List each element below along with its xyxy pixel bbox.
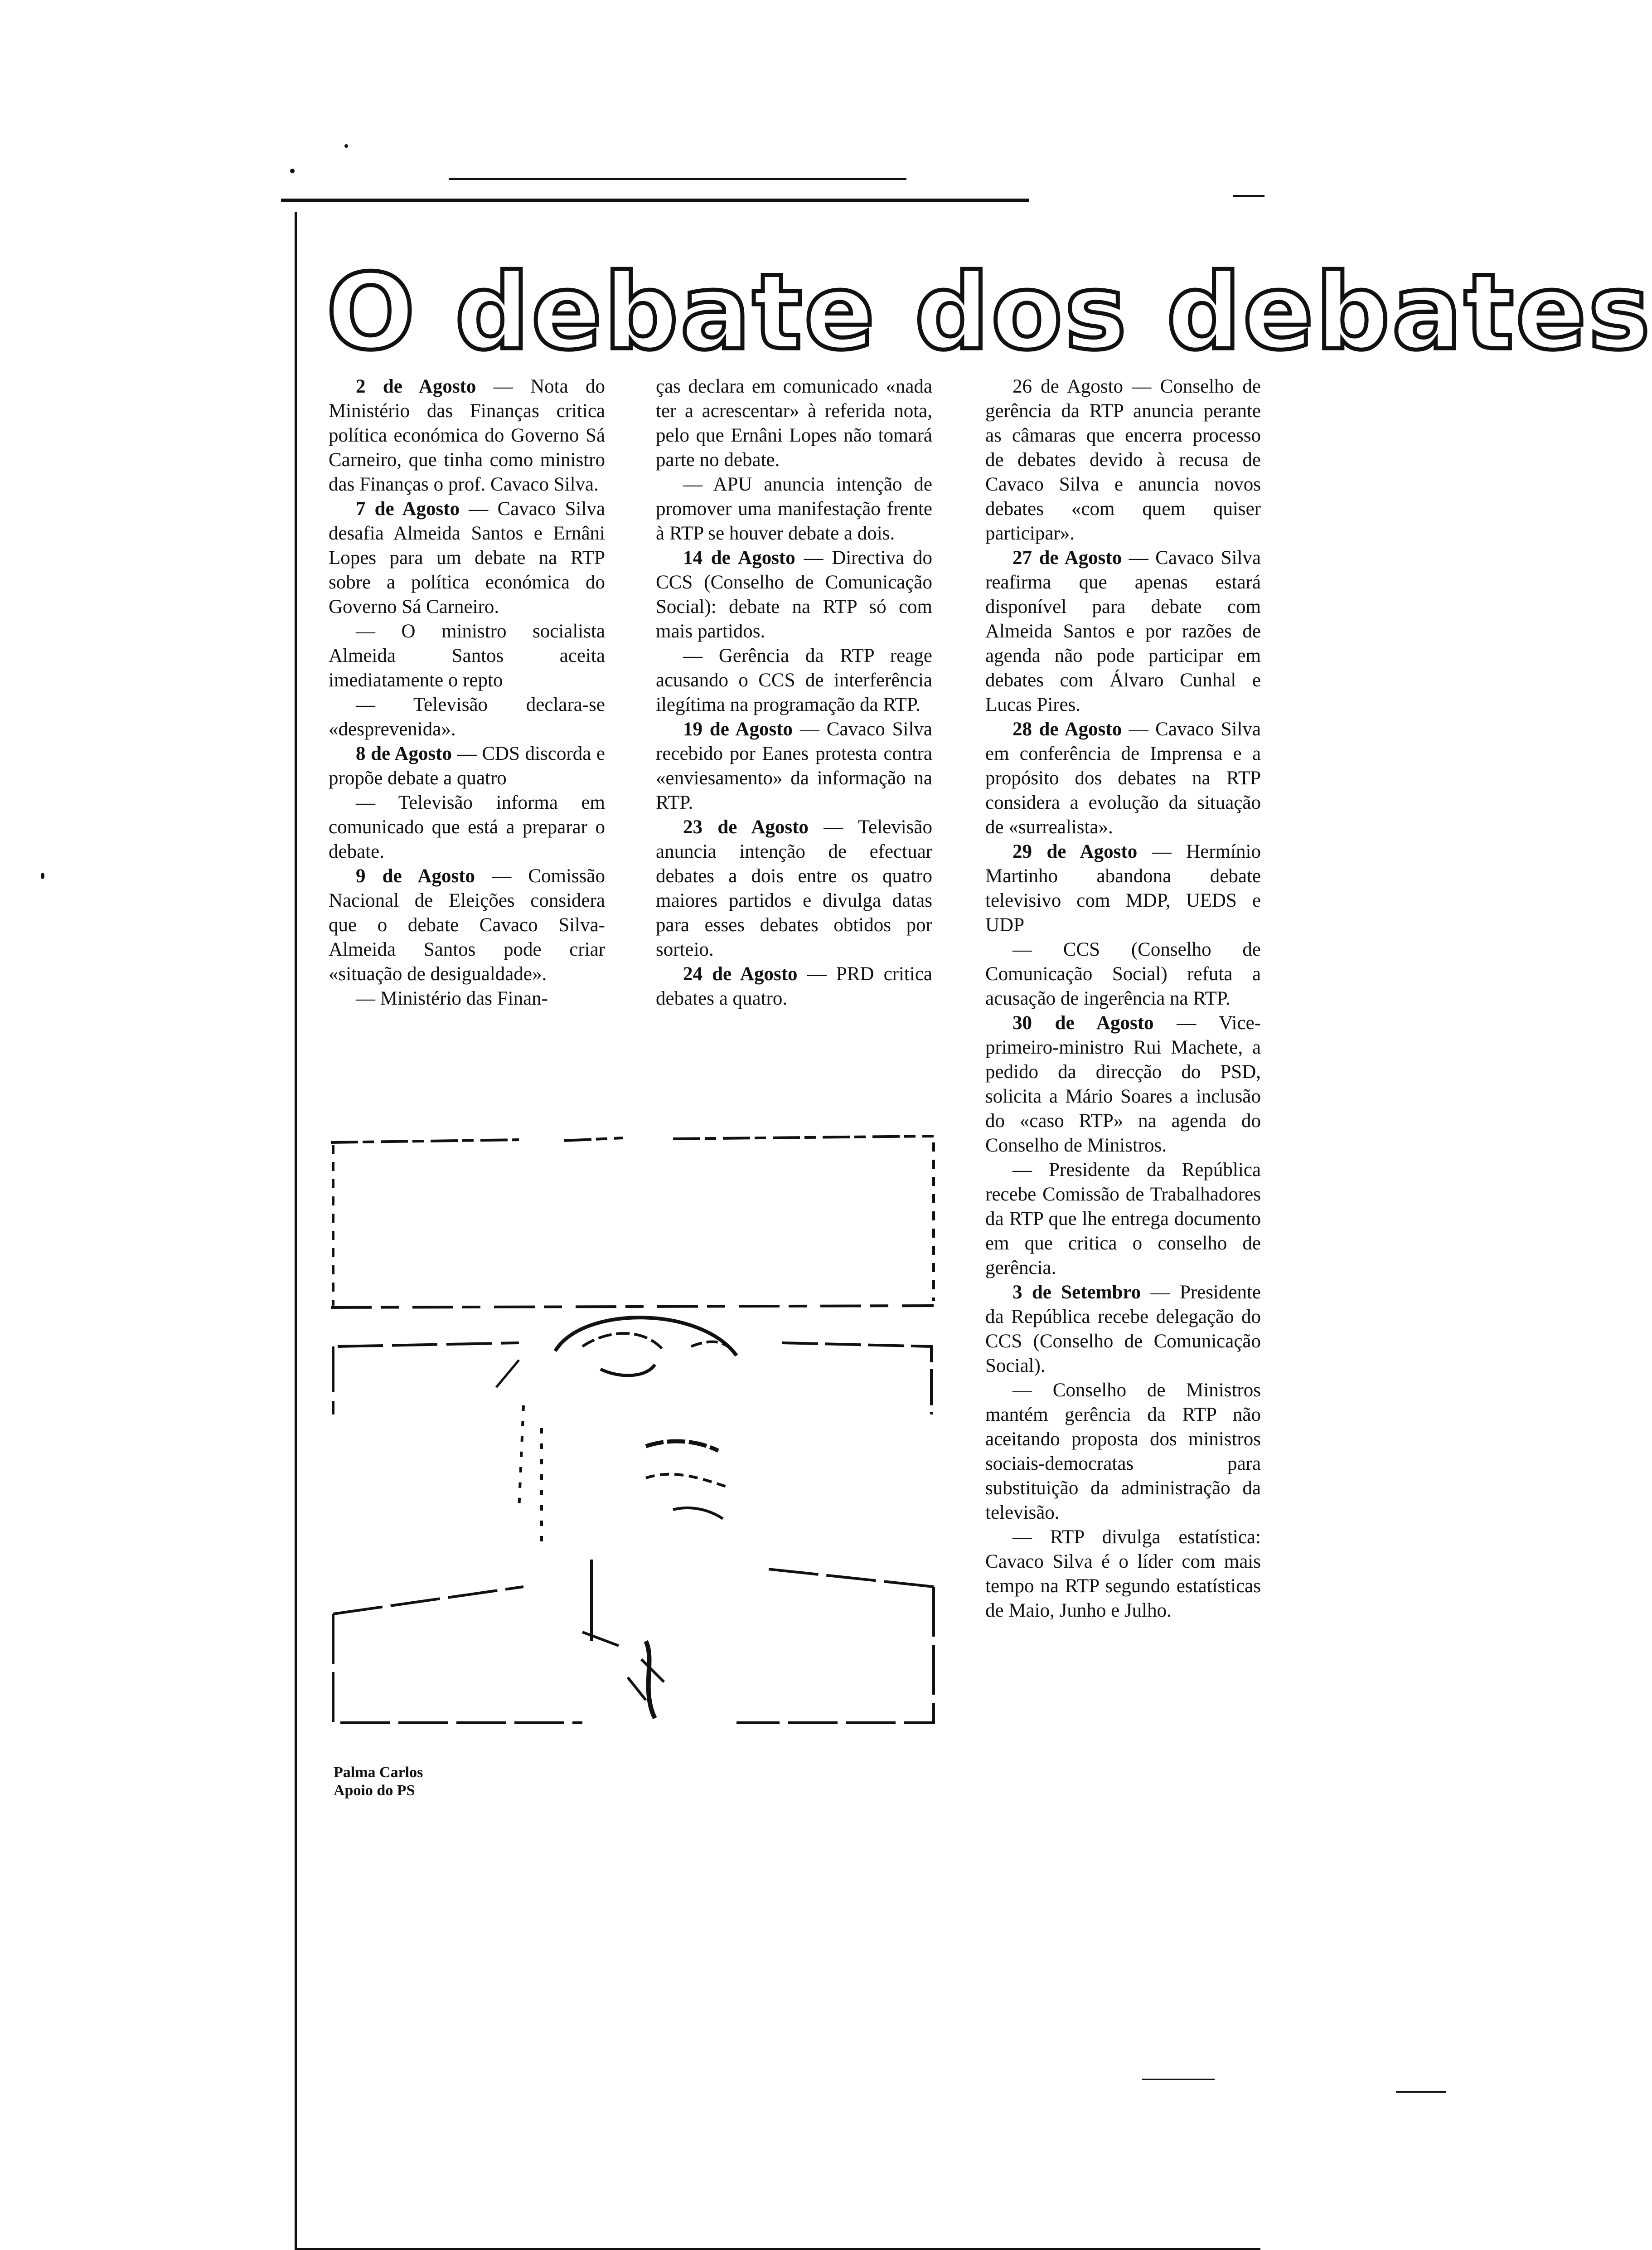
entry-text: — Televisão anuncia intenção de efectuar debates a dois entre os quatro maiores partidos e divulga datas para esses debates obtidos por sorteio.: [656, 816, 933, 960]
top-right-dash: [1233, 195, 1264, 197]
top-thin-rule: [449, 178, 906, 180]
entry-paragraph: [985, 840, 1261, 938]
entry-text: — RTP divulga estatística: Cavaco Silva é o líder com mais tempo na RTP segundo estatísticas de Maio, Junho e Julho.: [985, 1526, 1261, 1621]
article-column-1: [329, 374, 605, 1011]
entry-text: — Gerência da RTP reage acusando o CCS de interferência ilegítima na programação da RTP.: [656, 645, 932, 715]
entry-text: — Hermínio Martinho abandona debate televisivo com MDP, UEDS e UDP: [985, 841, 1261, 936]
entry-text: — Directiva do CCS (Conselho de Comunicação Social): debate na RTP só com mais partidos.: [656, 547, 932, 642]
entry-paragraph: [329, 693, 605, 742]
entry-text: — Cavaco Silva reafirma que apenas estará disponível para debate com Almeida Santos e por razões de agenda não pode participar em debates com Álvaro Cunhal e Lucas Pires.: [985, 547, 1261, 715]
article-column-3: [985, 374, 1261, 1623]
entry-paragraph: [656, 374, 932, 472]
entry-paragraph: [985, 374, 1261, 546]
entry-paragraph: [985, 546, 1261, 717]
entry-paragraph: [656, 472, 932, 546]
entry-text: — Vice-primeiro-ministro Rui Machete, a pedido da direcção do PSD, solicita a Mário Soares a inclusão do «caso RTP» na agenda do Conselho de Ministros.: [985, 1012, 1261, 1156]
entry-text: — Televisão informa em comunicado que está a preparar o debate.: [329, 792, 605, 862]
entry-paragraph: [329, 374, 605, 497]
entry-text: — Cavaco Silva em conferência de Imprensa e a propósito dos debates na RTP considera a evolução da situação de «surrealista».: [985, 719, 1261, 838]
entry-date: 8 de Agosto: [356, 743, 452, 764]
entry-text: — Presidente da República recebe delegação do CCS (Conselho de Comunicação Social).: [985, 1282, 1261, 1376]
entry-paragraph: [985, 1525, 1261, 1623]
margin-speck: [344, 144, 348, 148]
entry-date: 14 de Agosto: [683, 547, 795, 569]
bottom-dash-far: [1396, 2091, 1446, 2093]
entry-text: — Nota do Ministério das Finanças critica política económica do Governo Sá Carneiro, que tinha como ministro das Finanças o prof. Cavaco Silva.: [329, 376, 605, 495]
entry-paragraph: [985, 938, 1261, 1011]
caption-role: Apoio do PS: [334, 1782, 415, 1799]
portrait-photo: [329, 1133, 945, 1750]
top-thick-rule: [281, 199, 1029, 202]
entry-paragraph: [329, 864, 605, 987]
caption-name: Palma Carlos: [334, 1764, 423, 1781]
entry-paragraph: [329, 987, 605, 1011]
entry-paragraph: [985, 1280, 1261, 1378]
entry-text: — PRD critica debates a quatro.: [656, 963, 932, 1009]
margin-speck: [290, 169, 295, 173]
entry-text: ças declara em comunicado «nada ter a acrescentar» à referida nota, pelo que Ernâni Lopes não tomará parte no debate.: [656, 376, 932, 471]
entry-text: — Ministério das Finan-: [356, 988, 548, 1009]
entry-date: 9 de Agosto: [356, 865, 475, 887]
entry-date: 28 de Agosto: [1013, 719, 1122, 740]
entry-date: 7 de Agosto: [356, 498, 460, 520]
entry-text: 26 de Agosto — Conselho de gerência da RTP anuncia perante as câmaras que encerra processo de debates devido à recusa de Cavaco Silva e anuncia novos debates «com quem quiser participar».: [985, 376, 1261, 544]
entry-text: — APU anuncia intenção de promover uma manifestação frente à RTP se houver debate a dois.: [656, 474, 932, 544]
entry-paragraph: [656, 546, 932, 644]
entry-paragraph: [329, 742, 605, 791]
entry-paragraph: [329, 619, 605, 693]
entry-date: 24 de Agosto: [683, 963, 798, 985]
photo-caption: [334, 1764, 423, 1800]
article-title: O debate dos debates: [326, 252, 1652, 373]
entry-text: — Televisão declara-se «desprevenida».: [329, 694, 605, 740]
entry-paragraph: [656, 644, 932, 717]
entry-date: 2 de Agosto: [356, 376, 476, 397]
entry-text: — Conselho de Ministros mantém gerência da RTP não aceitando proposta dos ministros sociais-democratas para substituição da administração da televisão.: [985, 1380, 1261, 1523]
entry-text: — Cavaco Silva recebido por Eanes protesta contra «enviesamento» da informação na RTP.: [656, 719, 932, 813]
margin-speck: [41, 873, 44, 879]
entry-date: 29 de Agosto: [1013, 841, 1138, 862]
entry-date: 30 de Agosto: [1013, 1012, 1154, 1034]
entry-paragraph: [985, 1378, 1261, 1525]
entry-paragraph: [656, 815, 932, 962]
entry-paragraph: [656, 962, 932, 1011]
entry-paragraph: [985, 1158, 1261, 1280]
entry-paragraph: [329, 497, 605, 619]
entry-paragraph: [985, 1011, 1261, 1158]
entry-paragraph: [329, 791, 605, 864]
entry-paragraph: [985, 717, 1261, 840]
article-column-2: [656, 374, 932, 1011]
entry-date: 27 de Agosto: [1013, 547, 1122, 569]
entry-text: — O ministro socialista Almeida Santos aceita imediatamente o repto: [329, 621, 605, 691]
entry-paragraph: [656, 717, 932, 815]
entry-text: — CCS (Conselho de Comunicação Social) refuta a acusação de ingerência na RTP.: [985, 939, 1261, 1009]
entry-text: — Comissão Nacional de Eleições considera que o debate Cavaco Silva-Almeida Santos pode criar «situação de desigualdade».: [329, 865, 605, 985]
entry-text: — CDS discorda e propõe debate a quatro: [329, 743, 606, 789]
entry-date: 23 de Agosto: [683, 816, 809, 838]
entry-date: 3 de Setembro: [1013, 1282, 1141, 1303]
entry-date: 19 de Agosto: [683, 719, 793, 740]
entry-text: — Cavaco Silva desafia Almeida Santos e Ernâni Lopes para um debate na RTP sobre a política económica do Governo Sá Carneiro.: [329, 498, 605, 617]
entry-text: — Presidente da República recebe Comissão de Trabalhadores da RTP que lhe entrega documento em que critica o conselho de gerência.: [985, 1159, 1261, 1278]
